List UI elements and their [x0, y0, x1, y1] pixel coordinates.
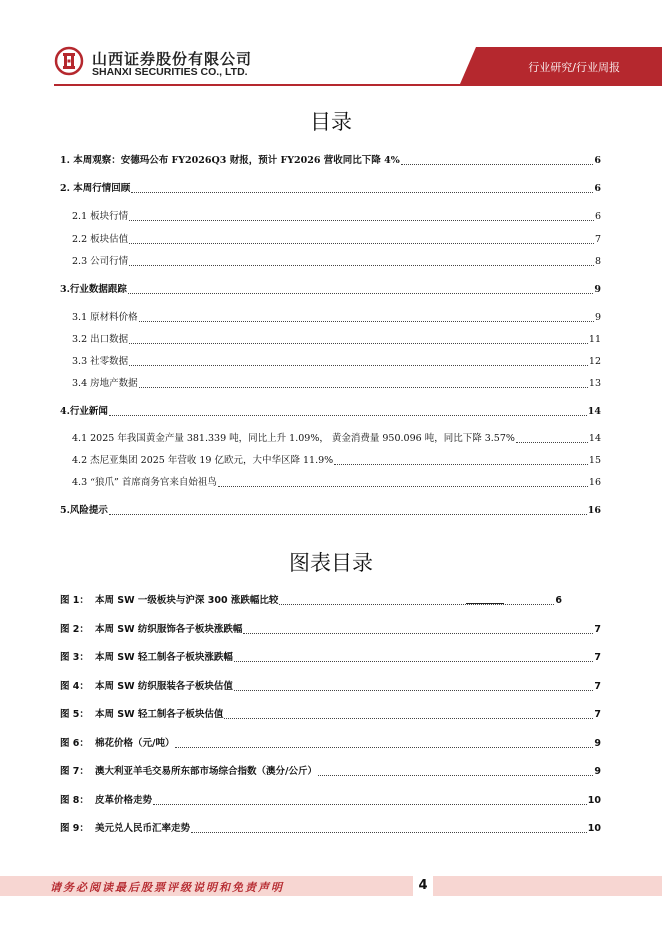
toc-entry-label: 5.风险提示	[60, 505, 108, 516]
figure-entry-number: 图 8：	[60, 795, 89, 806]
toc-entry-label: 2. 本周行情回顾	[60, 183, 131, 194]
page-number: 4	[413, 873, 433, 899]
figure-entry-number: 图 3：	[60, 652, 89, 663]
header-rule	[54, 84, 662, 86]
figure-entry[interactable]	[60, 737, 601, 751]
figure-entry-page: 7	[594, 681, 601, 692]
leader-dots	[234, 690, 593, 691]
toc-entry-page: 13	[588, 378, 601, 389]
toc-entry[interactable]	[60, 182, 601, 196]
figure-entry-number: 图 4：	[60, 681, 89, 692]
toc-entry-page: 7	[594, 234, 601, 245]
leader-dots	[191, 832, 587, 833]
toc-entry[interactable]	[72, 255, 601, 269]
toc-entry-page: 12	[588, 356, 601, 367]
figure-entry[interactable]	[60, 822, 601, 836]
toc-entry-label: 3.4 房地产数据	[72, 378, 138, 389]
stray-line-mark	[466, 603, 504, 604]
company-logo-icon	[54, 46, 84, 76]
leader-dots	[243, 633, 593, 634]
toc-entry[interactable]	[72, 233, 601, 247]
toc-entry-page: 11	[588, 334, 601, 345]
figure-entry-page: 9	[594, 738, 601, 749]
figure-entry-page: 7	[594, 652, 601, 663]
toc-entry[interactable]	[72, 476, 601, 490]
figure-entry[interactable]	[60, 594, 562, 608]
leader-dots	[129, 220, 594, 221]
toc-entry-page: 14	[587, 406, 601, 417]
figure-entry[interactable]	[60, 680, 601, 694]
figure-entry-label: 皮革价格走势	[95, 795, 153, 806]
toc-entry-label: 2.1 板块行情	[72, 211, 129, 222]
figure-entry-label: 本周 SW 轻工制各子板块估值	[95, 709, 224, 720]
leader-dots	[139, 321, 594, 322]
report-tag: 行业研究/行业周报	[528, 61, 620, 74]
toc-entry-page: 14	[588, 433, 601, 444]
figure-entry-label: 本周 SW 纺织服装各子板块估值	[95, 681, 233, 692]
figure-entry-label: 棉花价格（元/吨）	[95, 738, 175, 749]
toc-entry[interactable]	[72, 210, 601, 224]
toc-entry-page: 15	[588, 455, 601, 466]
figure-entry-page: 7	[594, 709, 601, 720]
company-name-en: SHANXI SECURITIES CO., LTD.	[92, 66, 248, 78]
figure-entry-number: 图 9：	[60, 823, 89, 834]
toc-entry-page: 9	[594, 284, 601, 295]
leader-dots	[175, 747, 593, 748]
figure-list-title: 图表目录	[289, 551, 373, 575]
toc-entry[interactable]	[60, 405, 601, 419]
figure-entry-number: 图 1：	[60, 595, 89, 606]
page-footer	[0, 876, 662, 936]
toc-entry-page: 9	[594, 312, 601, 323]
figure-entry[interactable]	[60, 651, 601, 665]
leader-dots	[218, 486, 588, 487]
leader-dots	[129, 243, 594, 244]
leader-dots	[224, 718, 593, 719]
page-header	[0, 0, 662, 88]
toc-entry-label: 4.1 2025 年我国黄金产量 381.339 吨，同比上升 1.09%， 黄金消费量 950.096 吨，同比下降 3.57%	[72, 433, 515, 444]
toc-entry-label: 3.1 原材料价格	[72, 312, 138, 323]
toc-entry-label: 1. 本周观察：安德玛公布 FY2026Q3 财报，预计 FY2026 营收同比下降 4%	[60, 155, 400, 166]
figure-entry[interactable]	[60, 765, 601, 779]
leader-dots	[334, 464, 588, 465]
leader-dots	[129, 365, 588, 366]
figure-entry[interactable]	[60, 708, 601, 722]
disclaimer-note: 请务必阅读最后股票评级说明和免责声明	[50, 881, 284, 894]
figure-entry-page: 9	[594, 766, 601, 777]
leader-dots	[109, 415, 587, 416]
leader-dots	[128, 293, 593, 294]
toc-entry-label: 3.行业数据跟踪	[60, 284, 127, 295]
leader-dots	[129, 343, 588, 344]
leader-dots	[153, 804, 587, 805]
figure-entry-number: 图 7：	[60, 766, 89, 777]
toc-entry[interactable]	[72, 311, 601, 325]
company-name-cn: 山西证券股份有限公司	[92, 50, 253, 68]
toc-entry-label: 3.3 社零数据	[72, 356, 129, 367]
toc-entry[interactable]	[72, 377, 601, 391]
toc-entry-label: 4.行业新闻	[60, 406, 108, 417]
toc-entry-label: 4.2 杰尼亚集团 2025 年营收 19 亿欧元，大中华区降 11.9%	[72, 455, 334, 466]
figure-entry-page: 6	[555, 595, 562, 606]
toc-entry-page: 16	[587, 505, 601, 516]
toc-entry-label: 4.3 “狼爪” 首席商务官来自始祖鸟	[72, 477, 217, 488]
figure-entry-page: 10	[587, 823, 601, 834]
leader-dots	[131, 192, 593, 193]
leader-dots	[516, 442, 588, 443]
toc-entry[interactable]	[60, 283, 601, 297]
toc-entry-page: 6	[594, 211, 601, 222]
toc-entry-label: 2.3 公司行情	[72, 256, 129, 267]
figure-entry-label: 澳大利亚羊毛交易所东部市场综合指数（澳分/公斤）	[95, 766, 317, 777]
figure-entry-number: 图 6：	[60, 738, 89, 749]
figure-entry-label: 本周 SW 纺织服饰各子板块涨跌幅	[95, 624, 243, 635]
toc-entry[interactable]	[60, 154, 601, 168]
figure-entry[interactable]	[60, 794, 601, 808]
leader-dots	[109, 514, 587, 515]
leader-dots	[279, 604, 554, 605]
figure-entry-page: 7	[594, 624, 601, 635]
toc-entry[interactable]	[72, 333, 601, 347]
toc-entry-page: 6	[594, 183, 601, 194]
leader-dots	[401, 164, 594, 165]
figure-entry-page: 10	[587, 795, 601, 806]
toc-entry-page: 8	[594, 256, 601, 267]
figure-entry-label: 本周 SW 轻工制各子板块涨跌幅	[95, 652, 233, 663]
toc-title: 目录	[310, 110, 352, 134]
toc-entry-label: 2.2 板块估值	[72, 234, 129, 245]
toc-entry-label: 3.2 出口数据	[72, 334, 129, 345]
toc-entry-page: 16	[588, 477, 601, 488]
toc-entry[interactable]	[72, 432, 601, 446]
leader-dots	[318, 775, 593, 776]
figure-entry-label: 本周 SW 一级板块与沪深 300 涨跌幅比较	[95, 595, 279, 606]
toc-entry-page: 6	[594, 155, 601, 166]
toc-entry[interactable]	[72, 355, 601, 369]
toc-entry[interactable]	[60, 504, 601, 518]
leader-dots	[234, 661, 593, 662]
leader-dots	[129, 265, 594, 266]
figure-entry-label: 美元兑人民币汇率走势	[95, 823, 191, 834]
toc-entry[interactable]	[72, 454, 601, 468]
figure-entry-number: 图 2：	[60, 624, 89, 635]
leader-dots	[139, 387, 588, 388]
figure-entry-number: 图 5：	[60, 709, 89, 720]
figure-entry[interactable]	[60, 623, 601, 637]
